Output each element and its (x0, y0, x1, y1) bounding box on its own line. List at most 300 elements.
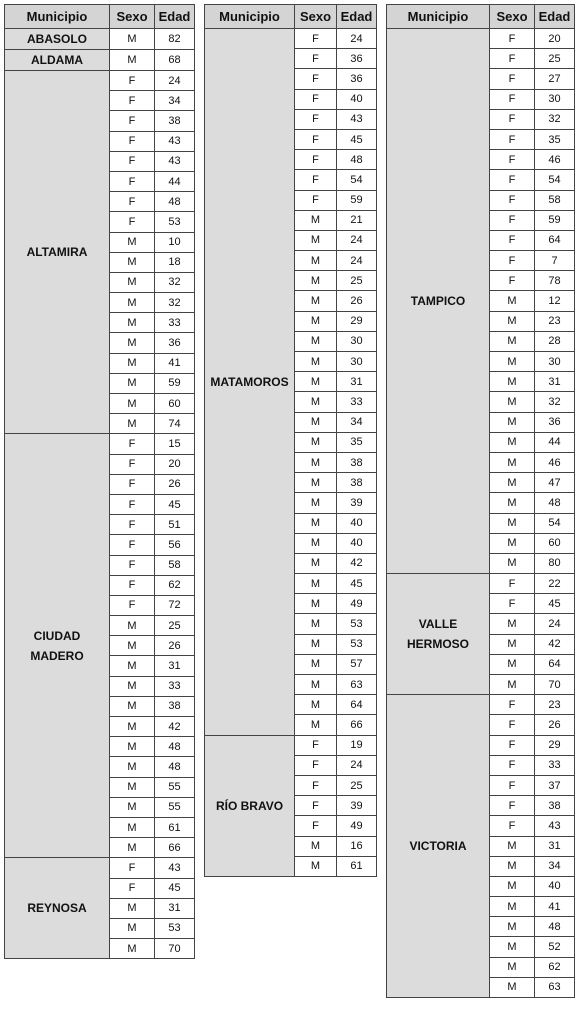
sexo-cell: M (295, 594, 337, 614)
edad-cell: 30 (337, 352, 377, 372)
edad-cell: 49 (337, 594, 377, 614)
edad-cell: 78 (535, 271, 575, 291)
table-row (5, 71, 195, 91)
sexo-cell: M (110, 757, 155, 777)
sexo-cell: M (490, 473, 535, 493)
sexo-cell: F (490, 109, 535, 129)
edad-cell: 48 (337, 150, 377, 170)
sexo-cell: F (295, 816, 337, 836)
sexo-cell: F (490, 735, 535, 755)
edad-cell: 38 (155, 696, 195, 716)
sexo-cell: M (110, 29, 155, 50)
sexo-cell: M (110, 898, 155, 918)
sexo-cell: M (110, 272, 155, 292)
edad-cell: 10 (155, 232, 195, 252)
header-edad: Edad (337, 5, 377, 29)
sexo-cell: F (110, 595, 155, 615)
sexo-cell: F (490, 594, 535, 614)
edad-cell: 53 (155, 212, 195, 232)
sexo-cell: M (110, 414, 155, 434)
table-row (387, 29, 575, 49)
sexo-cell: F (295, 89, 337, 109)
edad-cell: 45 (535, 594, 575, 614)
sexo-cell: F (295, 109, 337, 129)
sexo-cell: M (110, 676, 155, 696)
edad-cell: 24 (155, 71, 195, 91)
table-row (387, 574, 575, 594)
municipio-table-3 (386, 4, 575, 998)
edad-cell: 45 (155, 494, 195, 514)
edad-cell: 61 (155, 817, 195, 837)
sexo-cell: M (295, 715, 337, 735)
sexo-cell: F (490, 775, 535, 795)
sexo-cell: F (490, 190, 535, 210)
edad-cell: 25 (155, 616, 195, 636)
edad-cell: 48 (155, 192, 195, 212)
edad-cell: 80 (535, 553, 575, 573)
sexo-cell: M (490, 432, 535, 452)
sexo-cell: F (110, 212, 155, 232)
table-row (5, 50, 195, 71)
sexo-cell: F (490, 695, 535, 715)
edad-cell: 40 (535, 876, 575, 896)
municipio-cell: VALLE HERMOSO (387, 574, 490, 695)
sexo-cell: M (110, 373, 155, 393)
edad-cell: 43 (535, 816, 575, 836)
sexo-cell: F (295, 49, 337, 69)
municipio-cell: ALTAMIRA (5, 71, 110, 434)
edad-cell: 44 (535, 432, 575, 452)
sexo-cell: F (490, 574, 535, 594)
municipio-cell: RÍO BRAVO (205, 735, 295, 876)
table-row (5, 858, 195, 878)
sexo-cell: M (110, 777, 155, 797)
sexo-cell: M (295, 271, 337, 291)
sexo-cell: M (490, 331, 535, 351)
sexo-cell: M (490, 634, 535, 654)
edad-cell: 45 (155, 878, 195, 898)
edad-cell: 40 (337, 89, 377, 109)
sexo-cell: F (110, 494, 155, 514)
edad-cell: 54 (535, 513, 575, 533)
edad-cell: 55 (155, 797, 195, 817)
sexo-cell: F (110, 858, 155, 878)
sexo-cell: F (110, 151, 155, 171)
edad-cell: 33 (337, 392, 377, 412)
sexo-cell: M (110, 333, 155, 353)
sexo-cell: F (490, 29, 535, 49)
sexo-cell: M (490, 675, 535, 695)
edad-cell: 63 (535, 977, 575, 997)
sexo-cell: F (110, 171, 155, 191)
sexo-cell: F (295, 170, 337, 190)
sexo-cell: F (110, 878, 155, 898)
municipio-cell: VICTORIA (387, 695, 490, 998)
sexo-cell: F (295, 755, 337, 775)
municipio-cell: MATAMOROS (205, 29, 295, 736)
sexo-cell: M (110, 817, 155, 837)
sexo-cell: M (490, 917, 535, 937)
edad-cell: 59 (535, 210, 575, 230)
sexo-cell: M (295, 412, 337, 432)
sexo-cell: M (295, 634, 337, 654)
edad-cell: 60 (155, 394, 195, 414)
edad-cell: 64 (535, 654, 575, 674)
municipio-table-2 (204, 4, 377, 877)
edad-cell: 25 (337, 775, 377, 795)
edad-cell: 34 (535, 856, 575, 876)
table-row (5, 434, 195, 454)
edad-cell: 36 (535, 412, 575, 432)
edad-cell: 42 (155, 717, 195, 737)
edad-cell: 24 (337, 29, 377, 49)
edad-cell: 36 (337, 49, 377, 69)
edad-cell: 48 (155, 737, 195, 757)
sexo-cell: M (295, 513, 337, 533)
sexo-cell: M (110, 918, 155, 938)
edad-cell: 74 (155, 414, 195, 434)
sexo-cell: F (295, 190, 337, 210)
edad-cell: 24 (337, 251, 377, 271)
sexo-cell: F (110, 192, 155, 212)
sexo-cell: M (295, 311, 337, 331)
edad-cell: 36 (337, 69, 377, 89)
edad-cell: 62 (535, 957, 575, 977)
sexo-cell: M (295, 695, 337, 715)
edad-cell: 66 (155, 838, 195, 858)
edad-cell: 18 (155, 252, 195, 272)
edad-cell: 70 (155, 939, 195, 959)
sexo-cell: M (110, 394, 155, 414)
edad-cell: 43 (155, 858, 195, 878)
sexo-cell: M (295, 493, 337, 513)
edad-cell: 30 (535, 89, 575, 109)
edad-cell: 45 (337, 574, 377, 594)
edad-cell: 25 (337, 271, 377, 291)
sexo-cell: M (490, 836, 535, 856)
edad-cell: 61 (337, 856, 377, 876)
edad-cell: 36 (155, 333, 195, 353)
sexo-cell: M (490, 897, 535, 917)
edad-cell: 54 (535, 170, 575, 190)
edad-cell: 30 (337, 331, 377, 351)
edad-cell: 46 (535, 452, 575, 472)
edad-cell: 46 (535, 150, 575, 170)
edad-cell: 48 (535, 493, 575, 513)
sexo-cell: F (490, 210, 535, 230)
edad-cell: 32 (155, 272, 195, 292)
edad-cell: 20 (535, 29, 575, 49)
edad-cell: 63 (337, 675, 377, 695)
table-body (5, 29, 195, 959)
sexo-cell: F (490, 251, 535, 271)
edad-cell: 43 (155, 151, 195, 171)
edad-cell: 29 (535, 735, 575, 755)
edad-cell: 31 (535, 372, 575, 392)
header-municipio: Municipio (5, 5, 110, 29)
municipio-cell: TAMPICO (387, 29, 490, 574)
sexo-cell: F (110, 535, 155, 555)
sexo-cell: M (490, 614, 535, 634)
sexo-cell: F (490, 150, 535, 170)
sexo-cell: F (490, 49, 535, 69)
sexo-cell: M (295, 856, 337, 876)
sexo-cell: F (110, 555, 155, 575)
sexo-cell: M (490, 392, 535, 412)
edad-cell: 57 (337, 654, 377, 674)
sexo-cell: F (490, 89, 535, 109)
edad-cell: 64 (337, 695, 377, 715)
sexo-cell: M (110, 838, 155, 858)
sexo-cell: M (295, 654, 337, 674)
edad-cell: 51 (155, 515, 195, 535)
edad-cell: 48 (155, 757, 195, 777)
edad-cell: 72 (155, 595, 195, 615)
edad-cell: 33 (155, 676, 195, 696)
edad-cell: 38 (535, 796, 575, 816)
edad-cell: 49 (337, 816, 377, 836)
sexo-cell: M (110, 797, 155, 817)
sexo-cell: M (295, 574, 337, 594)
sexo-cell: F (295, 129, 337, 149)
sexo-cell: F (295, 69, 337, 89)
edad-cell: 44 (155, 171, 195, 191)
edad-cell: 35 (337, 432, 377, 452)
edad-cell: 33 (535, 755, 575, 775)
edad-cell: 55 (155, 777, 195, 797)
header-sexo: Sexo (490, 5, 535, 29)
sexo-cell: M (295, 675, 337, 695)
sexo-cell: M (295, 533, 337, 553)
sexo-cell: M (490, 513, 535, 533)
edad-cell: 29 (337, 311, 377, 331)
edad-cell: 56 (155, 535, 195, 555)
edad-cell: 26 (535, 715, 575, 735)
table-row (5, 29, 195, 50)
sexo-cell: M (295, 210, 337, 230)
sexo-cell: F (490, 69, 535, 89)
sexo-cell: F (490, 271, 535, 291)
edad-cell: 59 (337, 190, 377, 210)
sexo-cell: F (110, 434, 155, 454)
sexo-cell: M (490, 412, 535, 432)
edad-cell: 19 (337, 735, 377, 755)
sexo-cell: M (295, 614, 337, 634)
municipio-cell: CIUDAD MADERO (5, 434, 110, 858)
edad-cell: 45 (337, 129, 377, 149)
sexo-cell: M (295, 291, 337, 311)
sexo-cell: M (295, 553, 337, 573)
sexo-cell: M (110, 717, 155, 737)
edad-cell: 35 (535, 129, 575, 149)
edad-cell: 41 (535, 897, 575, 917)
sexo-cell: M (490, 533, 535, 553)
sexo-cell: F (110, 111, 155, 131)
edad-cell: 66 (337, 715, 377, 735)
sexo-cell: M (490, 352, 535, 372)
sexo-cell: M (110, 252, 155, 272)
sexo-cell: M (295, 452, 337, 472)
sexo-cell: M (490, 452, 535, 472)
sexo-cell: F (490, 170, 535, 190)
municipio-table-1 (4, 4, 195, 959)
sexo-cell: M (295, 251, 337, 271)
edad-cell: 41 (155, 353, 195, 373)
sexo-cell: M (490, 291, 535, 311)
municipio-cell: REYNOSA (5, 858, 110, 959)
table-row (387, 695, 575, 715)
edad-cell: 58 (155, 555, 195, 575)
edad-cell: 26 (337, 291, 377, 311)
sexo-cell: M (110, 656, 155, 676)
table-body (387, 29, 575, 998)
edad-cell: 21 (337, 210, 377, 230)
edad-cell: 31 (535, 836, 575, 856)
sexo-cell: F (490, 796, 535, 816)
edad-cell: 62 (155, 575, 195, 595)
sexo-cell: M (490, 957, 535, 977)
edad-cell: 39 (337, 493, 377, 513)
sexo-cell: M (295, 352, 337, 372)
sexo-cell: F (295, 150, 337, 170)
sexo-cell: M (490, 372, 535, 392)
sexo-cell: F (295, 29, 337, 49)
sexo-cell: F (490, 755, 535, 775)
sexo-cell: F (110, 91, 155, 111)
edad-cell: 24 (337, 755, 377, 775)
sexo-cell: F (110, 515, 155, 535)
header-sexo: Sexo (110, 5, 155, 29)
sexo-cell: F (490, 816, 535, 836)
edad-cell: 23 (535, 695, 575, 715)
edad-cell: 27 (535, 69, 575, 89)
edad-cell: 54 (337, 170, 377, 190)
edad-cell: 28 (535, 331, 575, 351)
sexo-cell: M (295, 473, 337, 493)
edad-cell: 22 (535, 574, 575, 594)
edad-cell: 32 (535, 392, 575, 412)
sexo-cell: M (490, 977, 535, 997)
header-municipio: Municipio (205, 5, 295, 29)
table-body (205, 29, 377, 877)
sexo-cell: F (110, 454, 155, 474)
edad-cell: 38 (337, 452, 377, 472)
edad-cell: 26 (155, 474, 195, 494)
edad-cell: 59 (155, 373, 195, 393)
edad-cell: 25 (535, 49, 575, 69)
sexo-cell: M (490, 311, 535, 331)
sexo-cell: F (110, 474, 155, 494)
edad-cell: 23 (535, 311, 575, 331)
edad-cell: 58 (535, 190, 575, 210)
edad-cell: 16 (337, 836, 377, 856)
edad-cell: 26 (155, 636, 195, 656)
sexo-cell: F (295, 775, 337, 795)
sexo-cell: M (295, 372, 337, 392)
table-row (205, 735, 377, 755)
sexo-cell: M (110, 696, 155, 716)
edad-cell: 31 (155, 656, 195, 676)
edad-cell: 40 (337, 533, 377, 553)
sexo-cell: F (110, 71, 155, 91)
edad-cell: 37 (535, 775, 575, 795)
edad-cell: 43 (337, 109, 377, 129)
sexo-cell: M (490, 876, 535, 896)
edad-cell: 48 (535, 917, 575, 937)
sexo-cell: F (295, 735, 337, 755)
sexo-cell: M (490, 937, 535, 957)
edad-cell: 38 (155, 111, 195, 131)
sexo-cell: M (110, 737, 155, 757)
edad-cell: 60 (535, 533, 575, 553)
edad-cell: 20 (155, 454, 195, 474)
edad-cell: 32 (535, 109, 575, 129)
sexo-cell: M (110, 293, 155, 313)
edad-cell: 24 (337, 230, 377, 250)
edad-cell: 53 (337, 614, 377, 634)
sexo-cell: F (110, 575, 155, 595)
edad-cell: 42 (337, 553, 377, 573)
edad-cell: 32 (155, 293, 195, 313)
edad-cell: 12 (535, 291, 575, 311)
sexo-cell: M (295, 230, 337, 250)
edad-cell: 33 (155, 313, 195, 333)
edad-cell: 47 (535, 473, 575, 493)
header-edad: Edad (155, 5, 195, 29)
sexo-cell: M (490, 553, 535, 573)
sexo-cell: F (490, 230, 535, 250)
edad-cell: 31 (337, 372, 377, 392)
sexo-cell: M (295, 392, 337, 412)
sexo-cell: M (490, 856, 535, 876)
edad-cell: 34 (337, 412, 377, 432)
sexo-cell: M (110, 50, 155, 71)
edad-cell: 53 (337, 634, 377, 654)
edad-cell: 53 (155, 918, 195, 938)
edad-cell: 42 (535, 634, 575, 654)
edad-cell: 52 (535, 937, 575, 957)
sexo-cell: F (490, 129, 535, 149)
edad-cell: 34 (155, 91, 195, 111)
sexo-cell: M (295, 432, 337, 452)
sexo-cell: F (110, 131, 155, 151)
edad-cell: 70 (535, 675, 575, 695)
edad-cell: 31 (155, 898, 195, 918)
sexo-cell: M (295, 836, 337, 856)
edad-cell: 24 (535, 614, 575, 634)
sexo-cell: M (490, 493, 535, 513)
edad-cell: 68 (155, 50, 195, 71)
sexo-cell: M (110, 353, 155, 373)
municipio-cell: ABASOLO (5, 29, 110, 50)
sexo-cell: M (110, 616, 155, 636)
sexo-cell: M (295, 331, 337, 351)
sexo-cell: F (295, 796, 337, 816)
edad-cell: 7 (535, 251, 575, 271)
sexo-cell: M (110, 232, 155, 252)
edad-cell: 40 (337, 513, 377, 533)
edad-cell: 64 (535, 230, 575, 250)
edad-cell: 38 (337, 473, 377, 493)
edad-cell: 15 (155, 434, 195, 454)
edad-cell: 43 (155, 131, 195, 151)
table-row (205, 29, 377, 49)
sexo-cell: M (490, 654, 535, 674)
edad-cell: 39 (337, 796, 377, 816)
edad-cell: 82 (155, 29, 195, 50)
header-sexo: Sexo (295, 5, 337, 29)
municipio-cell: ALDAMA (5, 50, 110, 71)
